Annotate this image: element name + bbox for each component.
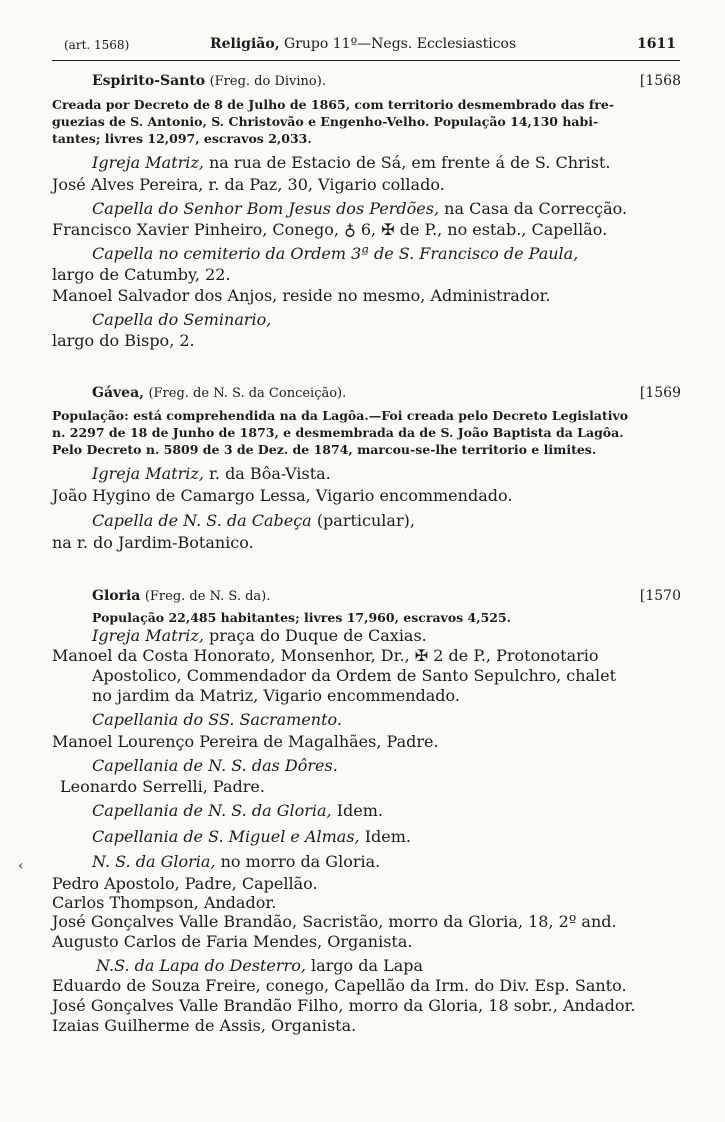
entry-address: na r. do Jardim-Botanico. <box>52 533 254 552</box>
section-1568-intro: Creada por Decreto de 8 de Julho de 1865, com territorio desmembrado das fre- <box>52 97 615 112</box>
entry-title: Capellania do SS. Sacramento. <box>92 710 342 729</box>
entry-person: Manoel Salvador dos Anjos, reside no mesmo, Administrador. <box>52 286 551 305</box>
section-1569-intro: n. 2297 de 18 de Junho de 1873, e desmembrada da de S. João Baptista da Lagôa. <box>52 425 624 440</box>
entry-person: Izaias Guilherme de Assis, Organista. <box>52 1016 357 1035</box>
header-title: Religião, Grupo 11º—Negs. Ecclesiasticos <box>210 36 517 52</box>
section-1568-number: [1568 <box>639 73 681 89</box>
article-range: (art. 1568) <box>64 38 130 52</box>
running-header <box>52 36 680 61</box>
entry-person: Eduardo de Souza Freire, conego, Capellão da Irm. do Div. Esp. Santo. <box>52 976 627 995</box>
page-number: 1611 <box>637 36 676 52</box>
section-1569-intro: População: está comprehendida na da Lagôa.—Foi creada pelo Decreto Legislativo <box>52 408 629 423</box>
entry-address: largo do Bispo, 2. <box>52 331 195 350</box>
section-1568-heading: Espirito-Santo (Freg. do Divino). <box>92 73 326 89</box>
entry-person: Carlos Thompson, Andador. <box>52 893 277 912</box>
section-1569-intro: Pelo Decreto n. 5809 de 3 de Dez. de 1874, marcou-se-lhe territorio e limites. <box>52 442 597 457</box>
entry-title: Capella do Seminario, <box>92 310 272 329</box>
entry-person: José Alves Pereira, r. da Paz, 30, Vigario collado. <box>52 175 445 194</box>
entry-title: Igreja Matriz, r. da Bôa-Vista. <box>92 464 331 483</box>
entry-title: Igreja Matriz, praça do Duque de Caxias. <box>92 626 427 645</box>
entry-person: Pedro Apostolo, Padre, Capellão. <box>52 874 318 893</box>
entry-person: José Gonçalves Valle Brandão Filho, morro da Gloria, 18 sobr., Andador. <box>52 996 636 1015</box>
entry-title: Capellania de N. S. da Gloria, Idem. <box>92 801 383 820</box>
entry-person: Augusto Carlos de Faria Mendes, Organista. <box>52 932 413 951</box>
entry-title: Igreja Matriz, na rua de Estacio de Sá, em frente á de S. Christ. <box>92 153 611 172</box>
margin-mark: ‹ <box>18 858 24 874</box>
entry-person: Apostolico, Commendador da Ordem de Santo Sepulchro, chalet <box>92 666 617 685</box>
section-1569-heading: Gávea, (Freg. de N. S. da Conceição). <box>92 385 347 401</box>
section-1569-number: [1569 <box>639 385 681 401</box>
entry-person: Manoel Lourenço Pereira de Magalhães, Padre. <box>52 732 439 751</box>
entry-title: N. S. da Gloria, no morro da Gloria. <box>92 852 381 871</box>
entry-title: N.S. da Lapa do Desterro, largo da Lapa <box>96 956 424 975</box>
entry-title: Capellania de N. S. das Dôres. <box>92 756 338 775</box>
section-1568-intro: tantes; livres 12,097, escravos 2,033. <box>52 131 312 146</box>
entry-address: largo de Catumby, 22. <box>52 265 231 284</box>
entry-person: Leonardo Serrelli, Padre. <box>60 777 265 796</box>
entry-person: João Hygino de Camargo Lessa, Vigario encommendado. <box>52 486 513 505</box>
section-1568-intro: guezias de S. Antonio, S. Christovão e Engenho-Velho. População 14,130 habi- <box>52 114 599 129</box>
entry-person: Manoel da Costa Honorato, Monsenhor, Dr., ✠ 2 de P., Protonotario <box>52 646 599 665</box>
section-1570-heading: Gloria (Freg. de N. S. da). <box>92 588 271 604</box>
entry-person: José Gonçalves Valle Brandão, Sacristão, morro da Gloria, 18, 2º and. <box>52 912 617 931</box>
entry-person: no jardim da Matriz, Vigario encommendado. <box>92 686 460 705</box>
entry-title: Capella do Senhor Bom Jesus dos Perdões, na Casa da Correcção. <box>92 199 628 218</box>
section-1570-intro: População 22,485 habitantes; livres 17,960, escravos 4,525. <box>92 610 512 625</box>
entry-person: Francisco Xavier Pinheiro, Conego, ♁ 6, ✠ de P., no estab., Capellão. <box>52 220 608 239</box>
entry-title: Capellania de S. Miguel e Almas, Idem. <box>92 827 412 846</box>
entry-title: Capella no cemiterio da Ordem 3ª de S. Francisco de Paula, <box>92 244 579 263</box>
section-1570-number: [1570 <box>639 588 681 604</box>
entry-title: Capella de N. S. da Cabeça (particular), <box>92 511 415 530</box>
